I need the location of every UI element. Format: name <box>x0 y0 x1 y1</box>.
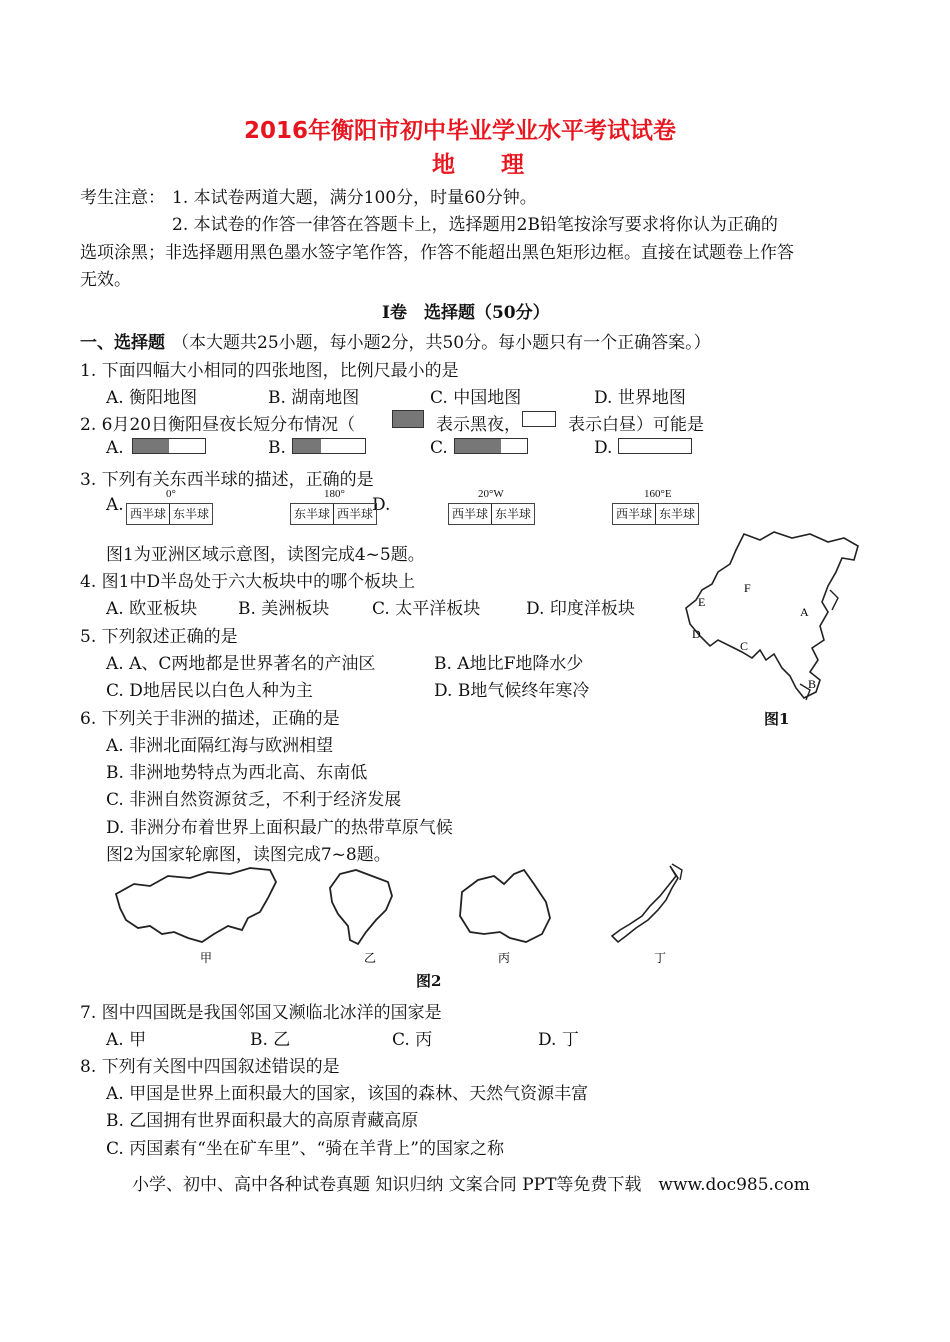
q8-option-a: A. 甲国是世界上面积最大的国家，该国的森林、天然气资源丰富 <box>106 1084 589 1104</box>
q2-stem-b: 表示黑夜， <box>436 415 521 435</box>
q3-option-d: D. <box>372 495 391 515</box>
notice-item-1: 1. 本试卷两道大题，满分100分，时量60分钟。 <box>172 188 537 208</box>
q7-stem: 7. 图中四国既是我国邻国又濒临北冰洋的国家是 <box>80 1003 442 1023</box>
q2-bar-c-night <box>455 439 501 453</box>
q3-opt1-hemisphere-box <box>126 503 213 525</box>
country-ding-outline <box>612 866 678 942</box>
q2-option-c: C. <box>430 438 448 458</box>
footer-text[interactable]: 小学、初中、高中各种试卷真题 知识归纳 文案合同 PPT等免费下载 www.doc985.com <box>132 1175 810 1195</box>
q7-option-c: C. 丙 <box>392 1030 433 1050</box>
q3-opt4-left: 西半球 <box>616 507 653 521</box>
q2-bar-a-night <box>133 439 169 453</box>
q3-opt1-left: 西半球 <box>130 507 167 521</box>
q6-option-c: C. 非洲自然资源贫乏，不利于经济发展 <box>106 790 402 810</box>
q5-option-a: A. A、C两地都是世界著名的产油区 <box>106 654 376 674</box>
notice-item-2-line3: 无效。 <box>80 270 131 290</box>
fig1-label-c: C <box>740 639 749 653</box>
q4-stem: 4. 图1中D半岛处于六大板块中的哪个板块上 <box>80 572 416 592</box>
q3-option-a: A. <box>106 495 124 515</box>
day-legend-box <box>522 411 556 427</box>
fig2-intro: 图2为国家轮廓图，读图完成7~8题。 <box>106 845 391 865</box>
q6-option-a: A. 非洲北面隔红海与欧洲相望 <box>106 736 334 756</box>
section-header: Ⅰ卷 选择题（50分） <box>382 303 550 323</box>
q3-stem: 3. 下列有关东西半球的描述，正确的是 <box>80 470 374 490</box>
country-jia-outline <box>116 868 276 942</box>
q3-opt3-hemisphere-box <box>448 503 535 525</box>
q3-opt3-left: 西半球 <box>452 507 489 521</box>
q2-bar-d <box>618 438 692 454</box>
country-yi-outline <box>330 870 392 944</box>
q3-opt2-right: 西半球 <box>333 504 376 524</box>
fig1-label-e: E <box>698 595 706 609</box>
exam-title: 2016年衡阳市初中毕业学业水平考试试卷 <box>244 118 677 144</box>
q3-opt1-degree: 0° <box>166 488 176 500</box>
q2-option-d: D. <box>594 438 613 458</box>
fig1-intro: 图1为亚洲区域示意图，读图完成4~5题。 <box>106 545 425 565</box>
q3-opt4-degree: 160°E <box>644 488 672 500</box>
q1-option-c: C. 中国地图 <box>430 388 522 408</box>
q8-option-c: C. 丙国素有“坐在矿车里”、“骑在羊背上”的国家之称 <box>106 1139 504 1159</box>
q4-option-a: A. 欧亚板块 <box>106 599 198 619</box>
q5-option-d: D. B地气候终年寒冷 <box>434 681 590 701</box>
q4-option-b: B. 美洲板块 <box>238 599 330 619</box>
q3-opt2-hemisphere-box <box>290 503 377 525</box>
q2-stem-c: 表示白昼）可能是 <box>568 415 704 435</box>
q7-option-a: A. 甲 <box>106 1030 147 1050</box>
q4-option-c: C. 太平洋板块 <box>372 599 481 619</box>
asia-island <box>830 590 838 610</box>
q5-option-b: B. A地比F地降水少 <box>434 654 584 674</box>
part1-label: 一、选择题 <box>80 333 165 353</box>
q1-option-b: B. 湖南地图 <box>268 388 360 408</box>
fig1-label-b: B <box>808 677 817 691</box>
fig1-asia-map <box>682 528 862 708</box>
q2-bar-b <box>292 438 366 454</box>
notice-label: 考生注意： <box>80 188 165 208</box>
fig2-label-bing: 丙 <box>498 951 511 965</box>
q2-stem-a: 2. 6月20日衡阳昼夜长短分布情况（ <box>80 415 356 435</box>
fig2-label-ding: 丁 <box>654 951 667 965</box>
fig2-caption: 图2 <box>416 972 442 990</box>
q2-bar-b-night <box>293 439 321 453</box>
fig2-label-yi: 乙 <box>364 951 377 965</box>
subject-title: 地 理 <box>432 152 524 178</box>
q4-option-d: D. 印度洋板块 <box>526 599 635 619</box>
fig1-caption: 图1 <box>764 710 790 728</box>
notice-item-2-line2: 选项涂黑；非选择题用黑色墨水签字笔作答，作答不能超出黑色矩形边框。直接在试题卷上作答 <box>80 243 794 263</box>
fig1-label-a: A <box>800 605 809 619</box>
q1-option-d: D. 世界地图 <box>594 388 686 408</box>
q1-option-a: A. 衡阳地图 <box>106 388 198 408</box>
fig1-label-d: D <box>692 627 701 641</box>
notice-item-2-line1: 2. 本试卷的作答一律答在答题卡上，选择题用2B铅笔按涂写要求将你认为正确的 <box>172 215 778 235</box>
q8-option-b: B. 乙国拥有世界面积最大的高原青藏高原 <box>106 1111 419 1131</box>
fig2-label-jia: 甲 <box>200 951 213 965</box>
q6-option-d: D. 非洲分布着世界上面积最广的热带草原气候 <box>106 818 453 838</box>
q6-option-b: B. 非洲地势特点为西北高、东南低 <box>106 763 368 783</box>
q2-option-a: A. <box>106 438 124 458</box>
q6-stem: 6. 下列关于非洲的描述，正确的是 <box>80 709 340 729</box>
q7-option-b: B. 乙 <box>250 1030 291 1050</box>
q2-option-b: B. <box>268 438 286 458</box>
q3-opt3-right: 东半球 <box>491 504 534 524</box>
q5-stem: 5. 下列叙述正确的是 <box>80 627 238 647</box>
q7-option-d: D. 丁 <box>538 1030 579 1050</box>
q3-opt1-right: 东半球 <box>169 504 212 524</box>
q3-opt4-right: 东半球 <box>655 504 698 524</box>
country-bing-outline <box>460 870 550 942</box>
part1-instruction: （本大题共25小题，每小题2分，共50分。每小题只有一个正确答案。） <box>172 333 711 353</box>
fig1-label-f: F <box>744 581 751 595</box>
q8-stem: 8. 下列有关图中四国叙述错误的是 <box>80 1057 340 1077</box>
q1-stem: 1. 下面四幅大小相同的四张地图，比例尺最小的是 <box>80 361 459 381</box>
fig2-country-outlines <box>110 862 710 967</box>
q2-bar-c <box>454 438 528 454</box>
q5-option-c: C. D地居民以白色人种为主 <box>106 681 313 701</box>
q3-opt4-hemisphere-box <box>612 503 699 525</box>
night-legend-box <box>392 410 424 428</box>
q3-opt2-degree: 180° <box>324 488 345 500</box>
asia-coastline <box>686 532 858 698</box>
q2-bar-a <box>132 438 206 454</box>
q3-opt3-degree: 20°W <box>478 488 504 500</box>
q3-opt2-left: 东半球 <box>294 507 331 521</box>
